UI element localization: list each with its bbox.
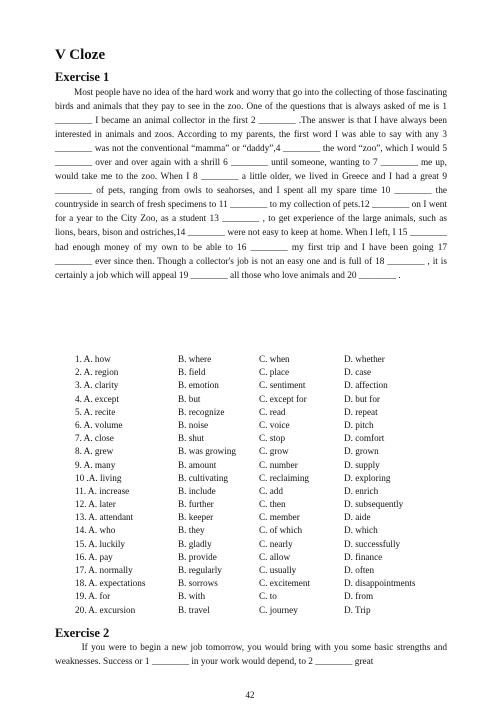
option-d: D. aide bbox=[344, 512, 371, 523]
option-c: C. usually bbox=[259, 565, 297, 575]
option-a: 8. A. grew bbox=[75, 446, 114, 457]
option-a: 11. A. increase bbox=[75, 485, 130, 496]
option-b: B. regularly bbox=[178, 565, 222, 575]
option-c: C. reclaiming bbox=[259, 472, 310, 483]
option-c: C. number bbox=[259, 459, 298, 470]
option-d: D. subsequently bbox=[344, 499, 404, 510]
option-d: D. pitch bbox=[344, 419, 374, 430]
option-c: C. place bbox=[259, 367, 290, 378]
option-d: D. whether bbox=[344, 354, 385, 364]
option-row bbox=[75, 419, 455, 432]
option-a: 17. A. normally bbox=[75, 565, 133, 575]
option-b: B. emotion bbox=[178, 380, 219, 391]
option-row bbox=[75, 538, 455, 551]
option-a: 20. A. excursion bbox=[75, 604, 136, 615]
option-c: C. then bbox=[259, 499, 286, 510]
option-a: 4. A. except bbox=[75, 393, 119, 404]
option-d: D. exploring bbox=[344, 472, 391, 483]
option-a: 1. A. how bbox=[75, 354, 111, 364]
option-d: D. comfort bbox=[344, 433, 385, 444]
option-d: D. often bbox=[344, 565, 375, 575]
option-a: 14. A. who bbox=[75, 525, 116, 536]
option-row bbox=[75, 485, 455, 498]
option-a: 16. A. pay bbox=[75, 551, 113, 562]
option-row bbox=[75, 511, 455, 524]
option-c: C. read bbox=[259, 406, 286, 417]
option-row bbox=[75, 577, 455, 590]
exercise-2-passage: If you were to begin a new job tomorrow, you would bring with you some basic strengths and weaknesses. Success or 1 ________ in your work would depend, to 2 ________ great bbox=[55, 643, 450, 668]
option-a: 10 .A. living bbox=[75, 472, 122, 483]
option-row bbox=[75, 379, 455, 392]
option-d: D. supply bbox=[344, 459, 380, 470]
option-c: C. member bbox=[259, 512, 300, 523]
option-d: D. disappointments bbox=[344, 578, 416, 589]
option-b: B. further bbox=[178, 499, 214, 510]
exercise-2-title: Exercise 2 bbox=[55, 626, 110, 640]
option-d: D. grown bbox=[344, 446, 379, 457]
option-b: B. field bbox=[178, 367, 206, 378]
option-b: B. travel bbox=[178, 604, 210, 615]
option-b: B. but bbox=[178, 393, 201, 404]
option-b: B. gladly bbox=[178, 538, 212, 549]
option-b: B. was growing bbox=[178, 446, 236, 457]
option-b: B. sorrows bbox=[178, 578, 218, 589]
option-d: D. finance bbox=[344, 551, 383, 562]
option-row bbox=[75, 393, 455, 406]
section-title: V Cloze bbox=[55, 47, 106, 63]
option-c: C. nearly bbox=[259, 538, 293, 549]
option-c: C. to bbox=[259, 591, 277, 602]
option-a: 3. A. clarity bbox=[75, 380, 119, 391]
exercise-1-options bbox=[75, 353, 455, 617]
option-row bbox=[75, 564, 455, 577]
exercise-1-title: Exercise 1 bbox=[55, 70, 110, 84]
option-row bbox=[75, 472, 455, 485]
option-a: 9. A. many bbox=[75, 459, 116, 470]
option-c: C. of which bbox=[259, 525, 303, 536]
option-d: D. which bbox=[344, 525, 378, 536]
option-d: D. from bbox=[344, 591, 374, 602]
option-b: B. amount bbox=[178, 459, 217, 470]
option-c: C. when bbox=[259, 354, 290, 364]
option-a: 19. A. for bbox=[75, 591, 111, 602]
option-d: D. affection bbox=[344, 380, 388, 391]
option-a: 2. A. region bbox=[75, 367, 119, 378]
option-d: D. Trip bbox=[344, 604, 371, 615]
option-b: B. recognize bbox=[178, 406, 225, 417]
option-c: C. allow bbox=[259, 551, 291, 562]
option-d: D. case bbox=[344, 367, 372, 378]
option-d: D. but for bbox=[344, 393, 380, 404]
option-row bbox=[75, 406, 455, 419]
option-b: B. include bbox=[178, 485, 216, 496]
option-b: B. shut bbox=[178, 433, 205, 444]
page-number: 42 bbox=[245, 690, 255, 700]
option-a: 6. A. volume bbox=[75, 419, 123, 430]
option-b: B. keeper bbox=[178, 512, 214, 523]
exercise-1-passage: Most people have no idea of the hard work and worry that go into the collecting of those fascinating birds and animals that they pay to see in the zoo. One of the questions that is always asked of me is 1 ________ I became an animal collector in the first 2 ________ .The answer is that I have always been interested in animals and zoos. According to my parents, the first word I was able to say with any 3 ________ was not the conventional “mamma” or “daddy”,4 ________ the word “zoo”, which I would 5 ________ over and over again with a shrill 6 ________ until someone, wanting to 7 ________ me up, would take me to the zoo. When I 8 ________ a little older, we lived in Greece and I had a great 9 ________ of pets, ranging from owls to seahorses, and I spent all my spare time 10 ________ the countryside in search of fresh specimens to 11 ________ to my collection of pets.12 ________ on I went for a year to the City Zoo, as a student 13 ________ , to get experience of the large animals, such as lions, bears, bison and ostriches,14 ________ were not easy to keep at home. When I left, I 15 ________ had enough money of my own to be able to 16 ________ my first trip and I have been going 17 ________ ever since then. Though a collector's job is not an easy one and is full of 18 ________ , it is certainly a job which will appeal 19 ________ all those who love animals and 20 ________ . bbox=[55, 88, 450, 281]
option-row bbox=[75, 524, 455, 537]
option-d: D. repeat bbox=[344, 406, 378, 417]
option-a: 15. A. luckily bbox=[75, 538, 126, 549]
option-b: B. where bbox=[178, 354, 212, 364]
option-c: C. excitement bbox=[259, 578, 311, 589]
option-b: B. noise bbox=[178, 419, 209, 430]
option-row bbox=[75, 551, 455, 564]
option-row bbox=[75, 604, 455, 617]
option-c: C. grow bbox=[259, 446, 289, 457]
option-b: B. provide bbox=[178, 551, 217, 562]
option-a: 12. A. later bbox=[75, 499, 116, 510]
option-a: 7. A. close bbox=[75, 433, 114, 444]
option-a: 5. A. recite bbox=[75, 406, 116, 417]
option-c: C. voice bbox=[259, 419, 290, 430]
option-d: D. successfully bbox=[344, 538, 401, 549]
option-row bbox=[75, 353, 455, 366]
option-a: 18. A. expectations bbox=[75, 578, 146, 589]
option-row bbox=[75, 459, 455, 472]
option-c: C. sentiment bbox=[259, 380, 306, 391]
option-b: B. they bbox=[178, 525, 205, 536]
option-row bbox=[75, 498, 455, 511]
option-row bbox=[75, 445, 455, 458]
option-c: C. stop bbox=[259, 433, 286, 444]
option-c: C. except for bbox=[259, 393, 307, 404]
option-c: C. add bbox=[259, 485, 283, 496]
option-row bbox=[75, 590, 455, 603]
option-b: B. cultivating bbox=[178, 472, 229, 483]
option-d: D. enrich bbox=[344, 485, 379, 496]
option-row bbox=[75, 366, 455, 379]
option-row bbox=[75, 432, 455, 445]
option-b: B. with bbox=[178, 591, 206, 602]
option-c: C. journey bbox=[259, 604, 298, 615]
option-a: 13. A. attendant bbox=[75, 512, 134, 523]
